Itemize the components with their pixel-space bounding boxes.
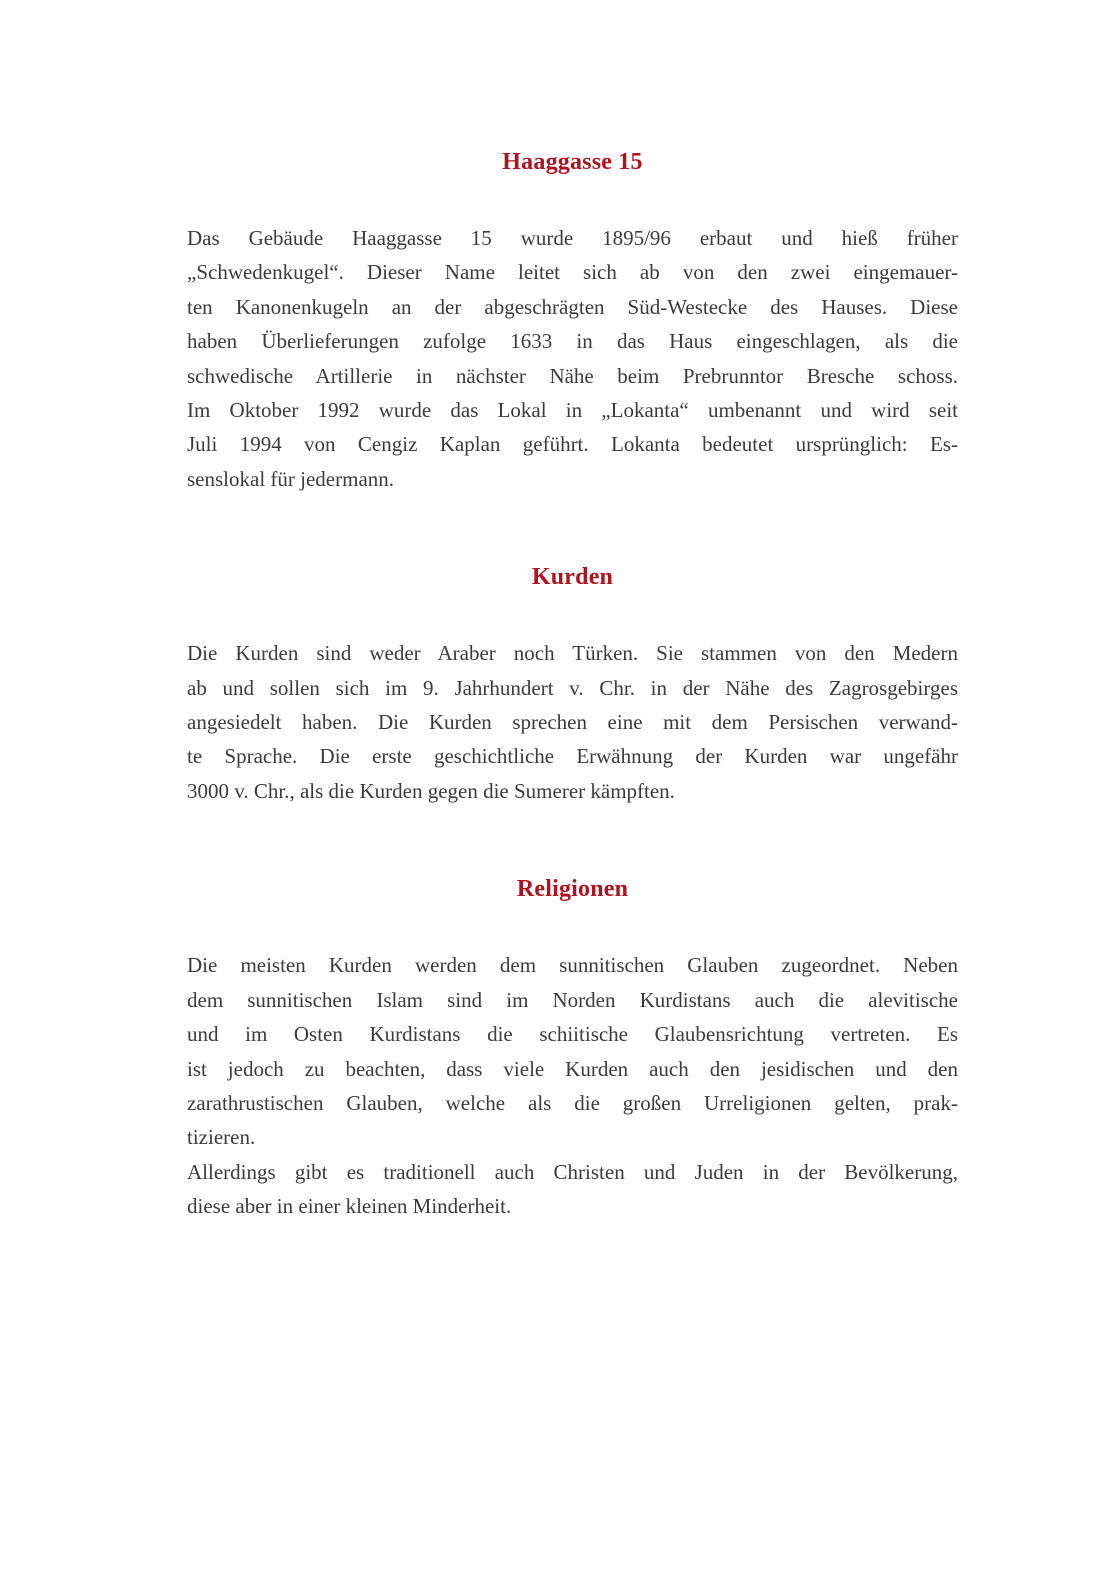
- text-line: 3000 v. Chr., als die Kurden gegen die Sumerer kämpften.: [187, 778, 675, 803]
- text-line: ten Kanonenkugeln an der abgeschrägten Süd-Westecke des Hauses. Diese: [187, 294, 958, 319]
- text-line: Das Gebäude Haaggasse 15 wurde 1895/96 erbaut und hieß früher: [187, 226, 958, 250]
- text-column: [187, 148, 958, 1224]
- section-body: [187, 636, 958, 808]
- text-line: tizieren.: [187, 1125, 256, 1150]
- text-line: te Sprache. Die erste geschichtliche Erwähnung der Kurden war ungefähr: [187, 744, 958, 769]
- text-line: Allerdings gibt es traditionell auch Christen und Juden in der Bevölkerung,: [187, 1159, 958, 1184]
- text-line: „Schwedenkugel“. Dieser Name leitet sich ab von den zwei eingemauer-: [187, 260, 958, 285]
- text-line: diese aber in einer kleinen Minderheit.: [187, 1194, 512, 1219]
- document-section: [187, 148, 958, 496]
- text-line: ist jedoch zu beachten, dass viele Kurden auch den jesidischen und den: [187, 1056, 958, 1081]
- section-heading: Religionen: [516, 876, 629, 903]
- text-line: senslokal für jedermann.: [187, 466, 395, 491]
- text-line: Im Oktober 1992 wurde das Lokal in „Lokanta“ umbenannt und wird seit: [187, 398, 958, 423]
- document-section: [187, 563, 958, 808]
- text-line: Die meisten Kurden werden dem sunnitischen Glauben zugeordnet. Neben: [187, 953, 958, 978]
- text-line: angesiedelt haben. Die Kurden sprechen eine mit dem Persischen verwand-: [187, 710, 958, 735]
- text-line: zarathrustischen Glauben, welche als die großen Urreligionen gelten, prak-: [187, 1090, 958, 1115]
- text-line: Juli 1994 von Cengiz Kaplan geführt. Lokanta bedeutet ursprünglich: Es-: [187, 432, 958, 457]
- text-line: dem sunnitischen Islam sind im Norden Kurdistans auch die alevitische: [187, 987, 958, 1012]
- text-line: haben Überlieferungen zufolge 1633 in das Haus eingeschlagen, als die: [187, 329, 958, 354]
- section-heading: Kurden: [531, 564, 614, 591]
- section-body: [187, 948, 958, 1223]
- text-line: und im Osten Kurdistans die schiitische Glaubensrichtung vertreten. Es: [187, 1022, 958, 1047]
- section-body: [187, 221, 958, 496]
- text-line: schwedische Artillerie in nächster Nähe beim Prebrunntor Bresche schoss.: [187, 363, 958, 388]
- section-heading: Haaggasse 15: [502, 149, 643, 175]
- text-line: ab und sollen sich im 9. Jahrhundert v. Chr. in der Nähe des Zagrosgebirges: [187, 675, 958, 700]
- text-line: Die Kurden sind weder Araber noch Türken. Sie stammen von den Medern: [187, 641, 958, 666]
- document-section: [187, 875, 958, 1223]
